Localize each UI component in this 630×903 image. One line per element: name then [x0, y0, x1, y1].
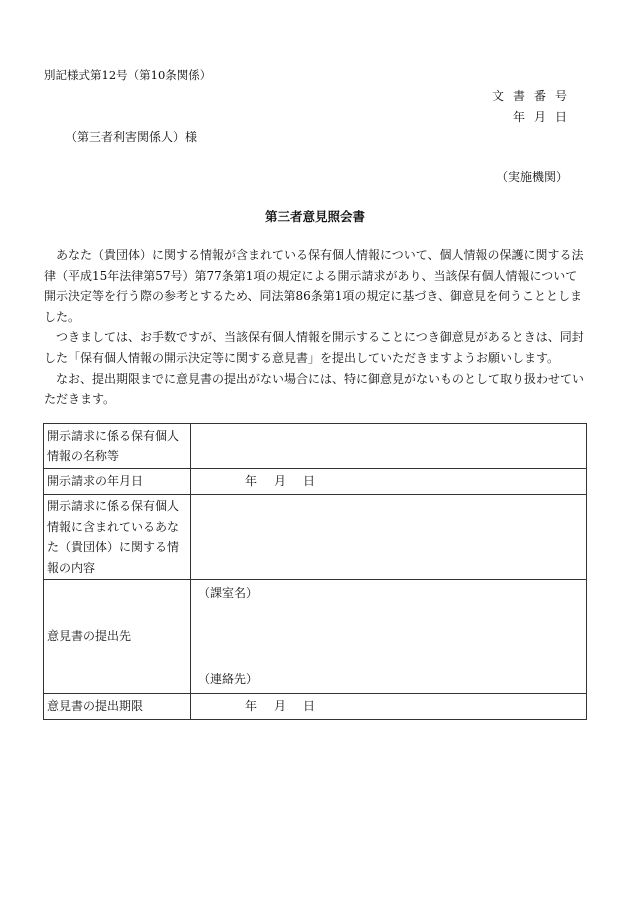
- document-number-label: 文書番号: [491, 89, 576, 103]
- row-value-request-date: [191, 469, 587, 495]
- addressee: （第三者利害関係人）様: [65, 130, 198, 144]
- body-paragraph: つきましては、お手数ですが、当該保有個人情報を開示することにつき御意見があるときは、同封した「保有個人情報の開示決定等に関する意見書」を提出していただきますようお願いします。: [44, 330, 584, 365]
- document-date-label: 年月日: [512, 110, 576, 124]
- month-label: 月: [274, 699, 287, 714]
- table-row: [44, 495, 587, 580]
- info-table: [43, 423, 587, 720]
- row-value-info-content: [191, 495, 587, 580]
- row-value-submit-to: [191, 580, 587, 694]
- row-label-deadline: 意見書の提出期限: [44, 694, 191, 720]
- body-paragraph: なお、提出期限までに意見書の提出がない場合には、特に御意見がないものとして取り扱わせていただきます。: [44, 371, 585, 407]
- body-paragraph: あなた（貴団体）に関する情報が含まれている保有個人情報について、個人情報の保護に関する法律（平成15年法律第57号）第77条第1項の規定による開示請求があり、当該保有個人情報について開示決定等を行う際の参考とするため、同法第86条第1項の規定に基づき、御意見を伺うこととしました。: [44, 248, 584, 324]
- table-row: [44, 580, 587, 694]
- document-title: 第三者意見照会書: [264, 209, 365, 224]
- contact-label: （連絡先）: [198, 671, 259, 686]
- row-label-submit-to: 意見書の提出先: [44, 580, 191, 694]
- table-row: [44, 424, 587, 469]
- row-label-info-content: 開示請求に係る保有個人情報に含まれているあなた（貴団体）に関する情報の内容: [44, 495, 191, 580]
- row-value-info-name: [191, 424, 587, 469]
- row-label-request-date: 開示請求の年月日: [44, 469, 191, 495]
- form-number: 別記様式第12号（第10条関係）: [44, 68, 212, 82]
- body-text: [44, 245, 588, 410]
- month-label: 月: [274, 474, 287, 489]
- implementing-agency: （実施機関）: [495, 170, 568, 184]
- day-label: 日: [303, 474, 316, 489]
- table-row: [44, 469, 587, 495]
- year-label: 年: [245, 699, 258, 714]
- section-name-label: （課室名）: [198, 586, 259, 600]
- row-label-info-name: 開示請求に係る保有個人情報の名称等: [44, 424, 191, 469]
- year-label: 年: [245, 474, 258, 489]
- row-value-deadline: [191, 694, 587, 720]
- day-label: 日: [303, 699, 316, 714]
- table-row: [44, 694, 587, 720]
